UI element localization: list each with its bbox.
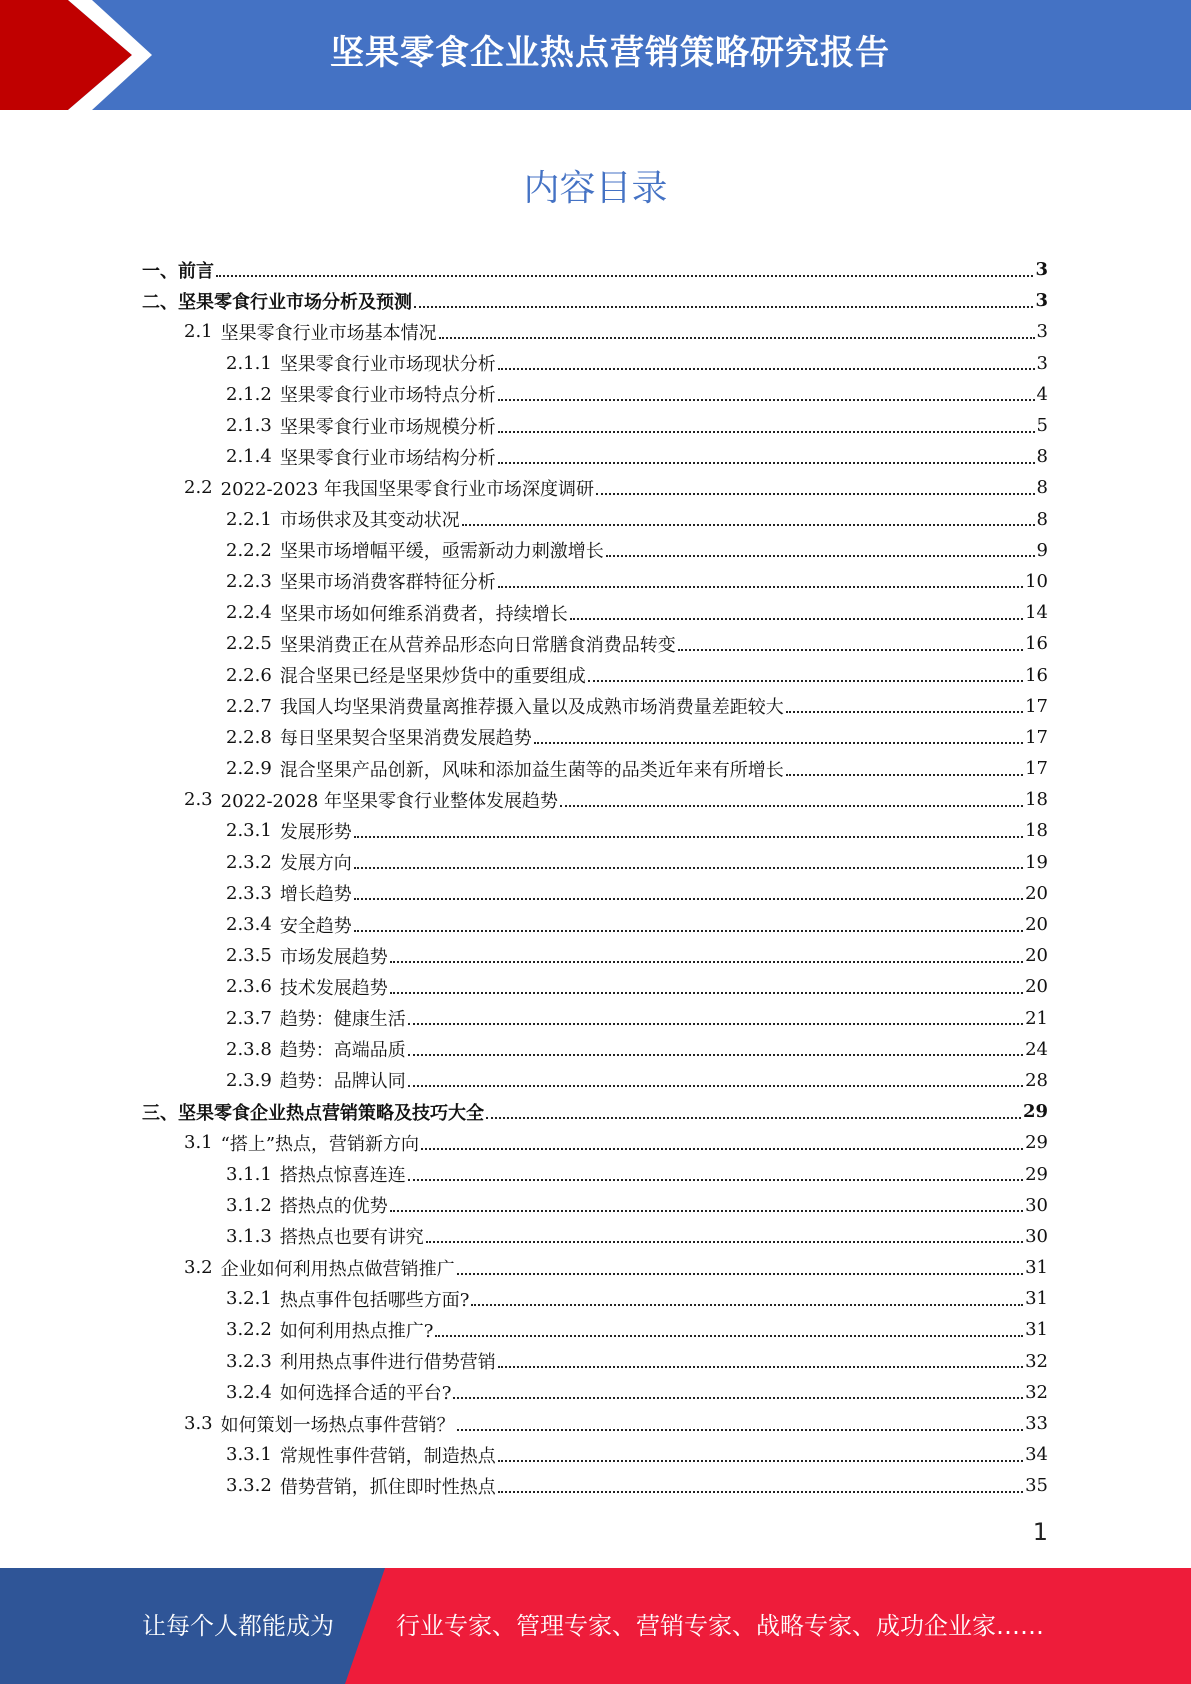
- toc-entry-title: 坚果消费正在从营养品形态向日常膳食消费品转变: [279, 634, 676, 656]
- toc-entry-number: 2.2.7: [226, 695, 272, 717]
- toc-dot-leader: [421, 1148, 1023, 1150]
- toc-entry-page: 16: [1025, 664, 1048, 686]
- toc-entry-number: 2.3.9: [226, 1069, 272, 1091]
- toc-entry-page: 34: [1025, 1444, 1048, 1466]
- toc-entry[interactable]: [142, 1252, 1048, 1283]
- toc-entry[interactable]: [142, 1221, 1048, 1252]
- toc-entry-number: 2.3.6: [226, 976, 272, 998]
- toc-entry[interactable]: [142, 1065, 1048, 1096]
- toc-entry-title: 市场供求及其变动状况: [279, 510, 460, 532]
- toc-dot-leader: [354, 867, 1023, 869]
- toc-entry-page: 5: [1036, 415, 1048, 437]
- toc-entry-number: 3.1.3: [226, 1225, 272, 1247]
- toc-entry[interactable]: [142, 1034, 1048, 1065]
- toc-dot-leader: [596, 493, 1034, 495]
- table-of-contents: [142, 254, 1048, 1502]
- toc-entry-number: 3.2.2: [226, 1319, 272, 1341]
- toc-dot-leader: [457, 1429, 1023, 1431]
- toc-entry[interactable]: [142, 1158, 1048, 1189]
- toc-entry[interactable]: [142, 784, 1048, 815]
- page-number: 1: [1032, 1518, 1048, 1546]
- toc-entry-number: 2.3.2: [226, 851, 272, 873]
- toc-entry-number: 3.1.2: [226, 1194, 272, 1216]
- toc-entry-title: 坚果零食行业市场现状分析: [279, 354, 496, 376]
- toc-entry-title: 热点事件包括哪些方面?: [279, 1289, 470, 1311]
- toc-entry-page: 3: [1036, 321, 1048, 343]
- toc-entry-page: 3: [1035, 259, 1048, 281]
- toc-entry-page: 8: [1036, 508, 1048, 530]
- toc-entry-number: 2.1: [184, 321, 213, 343]
- toc-entry-page: 8: [1036, 477, 1048, 499]
- toc-dot-leader: [570, 618, 1023, 620]
- toc-dot-leader: [414, 306, 1033, 308]
- toc-entry-title: 坚果零食行业市场特点分析: [279, 385, 496, 407]
- toc-entry[interactable]: [142, 1003, 1048, 1034]
- toc-entry-page: 24: [1025, 1038, 1048, 1060]
- toc-dot-leader: [498, 1491, 1023, 1493]
- toc-dot-leader: [486, 1117, 1021, 1119]
- toc-entry-number: 2.1.1: [226, 352, 272, 374]
- toc-entry[interactable]: [142, 1314, 1048, 1345]
- toc-entry[interactable]: [142, 1377, 1048, 1408]
- toc-entry-number: 2.3.5: [226, 945, 272, 967]
- toc-entry-number: 2.2.3: [226, 570, 272, 592]
- toc-dot-leader: [498, 368, 1035, 370]
- footer-slogan-right: 行业专家、管理专家、营销专家、战略专家、成功企业家……: [396, 1612, 1044, 1640]
- toc-entry[interactable]: [142, 971, 1048, 1002]
- toc-entry-title: 趋势：健康生活: [279, 1009, 406, 1031]
- toc-dot-leader: [390, 1210, 1023, 1212]
- report-title: 坚果零食企业热点营销策略研究报告: [330, 33, 890, 73]
- toc-entry-page: 29: [1022, 1101, 1048, 1123]
- toc-entry-number: 2.3.1: [226, 820, 272, 842]
- toc-entry[interactable]: [142, 753, 1048, 784]
- toc-entry-title: 增长趋势: [279, 884, 352, 906]
- toc-entry-number: 2.1.2: [226, 383, 272, 405]
- toc-dot-leader: [439, 337, 1035, 339]
- toc-entry[interactable]: [142, 659, 1048, 690]
- toc-entry-number: 3.3.2: [226, 1475, 272, 1497]
- toc-dot-leader: [408, 1179, 1023, 1181]
- toc-entry-number: 2.1.3: [226, 415, 272, 437]
- toc-entry-title: 坚果零食行业市场结构分析: [279, 447, 496, 469]
- toc-entry-page: 3: [1035, 290, 1048, 312]
- toc-entry-page: 31: [1025, 1319, 1048, 1341]
- toc-entry-page: 20: [1025, 945, 1048, 967]
- toc-entry[interactable]: [142, 1096, 1048, 1127]
- toc-entry-title: 市场发展趋势: [279, 946, 388, 968]
- toc-entry[interactable]: [142, 410, 1048, 441]
- toc-entry-page: 18: [1025, 820, 1048, 842]
- toc-entry-number: 3.2: [184, 1257, 213, 1279]
- toc-entry-page: 18: [1025, 789, 1048, 811]
- toc-dot-leader: [408, 1085, 1023, 1087]
- toc-entry-page: 8: [1036, 446, 1048, 468]
- toc-entry-number: 2.3.4: [226, 914, 272, 936]
- toc-entry[interactable]: [142, 722, 1048, 753]
- toc-dot-leader: [498, 1366, 1023, 1368]
- toc-dot-leader: [408, 1054, 1023, 1056]
- toc-entry-title: 2022-2023 年我国坚果零食行业市场深度调研: [220, 478, 595, 500]
- toc-entry-title: 趋势：高端品质: [279, 1040, 406, 1062]
- toc-entry-title: 前言: [178, 260, 214, 282]
- toc-entry-title: 坚果零食行业市场规模分析: [279, 416, 496, 438]
- toc-entry[interactable]: [142, 348, 1048, 379]
- toc-dot-leader: [498, 586, 1023, 588]
- toc-entry[interactable]: [142, 1439, 1048, 1470]
- toc-entry-title: 如何策划一场热点事件营销？: [220, 1414, 455, 1436]
- toc-entry[interactable]: [142, 1283, 1048, 1314]
- toc-entry[interactable]: [142, 597, 1048, 628]
- toc-entry-page: 29: [1025, 1132, 1048, 1154]
- toc-entry-title: 坚果市场如何维系消费者，持续增长: [279, 603, 568, 625]
- toc-entry-title: 搭热点也要有讲究: [279, 1227, 424, 1249]
- toc-entry[interactable]: [142, 535, 1048, 566]
- toc-entry-number: 2.2.6: [226, 664, 272, 686]
- toc-entry-title: 搭热点惊喜连连: [279, 1165, 406, 1187]
- toc-entry-title: 企业如何利用热点做营销推广: [220, 1258, 455, 1280]
- toc-entry-title: 坚果市场消费客群特征分析: [279, 572, 496, 594]
- toc-dot-leader: [390, 961, 1023, 963]
- toc-entry-page: 35: [1025, 1475, 1048, 1497]
- toc-entry[interactable]: [142, 379, 1048, 410]
- toc-entry[interactable]: [142, 909, 1048, 940]
- toc-dot-leader: [678, 649, 1023, 651]
- toc-entry[interactable]: [142, 566, 1048, 597]
- toc-entry-page: 32: [1025, 1350, 1048, 1372]
- toc-entry-title: 借势营销，抓住即时性热点: [279, 1476, 496, 1498]
- toc-entry-number: 2.2: [184, 477, 213, 499]
- toc-entry-page: 4: [1036, 383, 1048, 405]
- toc-entry[interactable]: [142, 1346, 1048, 1377]
- toc-entry-number: 3.2.3: [226, 1350, 272, 1372]
- toc-entry-number: 3.2.1: [226, 1288, 272, 1310]
- toc-dot-leader: [354, 930, 1023, 932]
- page-header: [0, 0, 1191, 110]
- toc-entry-number: 2.2.2: [226, 539, 272, 561]
- toc-entry-page: 20: [1025, 914, 1048, 936]
- toc-dot-leader: [498, 1460, 1023, 1462]
- toc-entry[interactable]: [142, 504, 1048, 535]
- toc-entry-page: 3: [1036, 352, 1048, 374]
- toc-entry[interactable]: [142, 940, 1048, 971]
- toc-entry-number: 2.2.9: [226, 758, 272, 780]
- toc-entry-title: 坚果零食企业热点营销策略及技巧大全: [178, 1102, 484, 1124]
- toc-dot-leader: [498, 431, 1035, 433]
- toc-dot-leader: [390, 992, 1023, 994]
- toc-dot-leader: [471, 1304, 1023, 1306]
- toc-entry-number: 3.3.1: [226, 1444, 272, 1466]
- toc-entry[interactable]: [142, 847, 1048, 878]
- toc-entry-title: “搭上”热点，营销新方向: [220, 1133, 420, 1155]
- toc-entry-number: 3.3: [184, 1413, 213, 1435]
- toc-entry-number: 2.2.8: [226, 726, 272, 748]
- toc-entry-title: 混合坚果产品创新，风味和添加益生菌等的品类近年来有所增长: [279, 759, 784, 781]
- toc-entry[interactable]: [142, 1408, 1048, 1439]
- toc-dot-leader: [408, 1023, 1023, 1025]
- toc-entry-page: 19: [1025, 851, 1048, 873]
- toc-entry-title: 坚果零食行业市场分析及预测: [178, 291, 412, 313]
- toc-entry-title: 坚果零食行业市场基本情况: [220, 322, 437, 344]
- toc-entry[interactable]: [142, 878, 1048, 909]
- toc-entry-title: 坚果市场增幅平缓，亟需新动力刺激增长: [279, 541, 604, 563]
- toc-entry-number: 二、: [142, 291, 178, 313]
- toc-entry-title: 发展方向: [279, 853, 352, 875]
- toc-dot-leader: [534, 742, 1023, 744]
- toc-heading: 内容目录: [523, 168, 668, 209]
- toc-entry-title: 利用热点事件进行借势营销: [279, 1352, 496, 1374]
- toc-entry-page: 10: [1025, 570, 1048, 592]
- toc-entry-page: 31: [1025, 1288, 1048, 1310]
- page-footer: [0, 1568, 1191, 1684]
- toc-entry-page: 17: [1025, 695, 1048, 717]
- toc-entry-number: 3.1: [184, 1132, 213, 1154]
- toc-entry-title: 安全趋势: [279, 915, 352, 937]
- toc-entry-page: 14: [1025, 602, 1048, 624]
- toc-entry-page: 30: [1025, 1225, 1048, 1247]
- toc-dot-leader: [216, 275, 1033, 277]
- toc-entry-page: 20: [1025, 976, 1048, 998]
- toc-entry-title: 发展形势: [279, 821, 352, 843]
- toc-entry-title: 搭热点的优势: [279, 1196, 388, 1218]
- toc-dot-leader: [435, 1335, 1023, 1337]
- toc-entry-number: 3.1.1: [226, 1163, 272, 1185]
- toc-entry-page: 9: [1036, 539, 1048, 561]
- toc-dot-leader: [786, 711, 1023, 713]
- toc-entry-number: 2.3.7: [226, 1007, 272, 1029]
- toc-entry[interactable]: [142, 815, 1048, 846]
- toc-entry[interactable]: [142, 1190, 1048, 1221]
- toc-entry-number: 2.2.4: [226, 602, 272, 624]
- toc-entry-number: 三、: [142, 1102, 178, 1124]
- toc-entry-number: 3.2.4: [226, 1381, 272, 1403]
- toc-entry-page: 30: [1025, 1194, 1048, 1216]
- toc-entry-title: 趋势：品牌认同: [279, 1071, 406, 1093]
- toc-dot-leader: [426, 1241, 1023, 1243]
- toc-dot-leader: [560, 805, 1023, 807]
- toc-entry[interactable]: [142, 254, 1048, 285]
- toc-entry-number: 一、: [142, 260, 178, 282]
- toc-dot-leader: [453, 1397, 1023, 1399]
- toc-entry-page: 17: [1025, 758, 1048, 780]
- toc-entry[interactable]: [142, 691, 1048, 722]
- toc-entry-title: 常规性事件营销，制造热点: [279, 1445, 496, 1467]
- toc-entry[interactable]: [142, 628, 1048, 659]
- toc-entry-page: 33: [1025, 1413, 1048, 1435]
- toc-entry[interactable]: [142, 441, 1048, 472]
- toc-entry[interactable]: [142, 316, 1048, 347]
- toc-entry-page: 20: [1025, 882, 1048, 904]
- toc-entry-number: 2.3.3: [226, 882, 272, 904]
- toc-entry-title: 每日坚果契合坚果消费发展趋势: [279, 728, 532, 750]
- toc-dot-leader: [457, 1273, 1023, 1275]
- toc-entry-title: 混合坚果已经是坚果炒货中的重要组成: [279, 666, 586, 688]
- toc-entry-number: 2.2.5: [226, 633, 272, 655]
- toc-entry-number: 2.2.1: [226, 508, 272, 530]
- toc-entry-title: 2022-2028 年坚果零食行业整体发展趋势: [220, 790, 559, 812]
- toc-entry-title: 如何选择合适的平台?: [279, 1383, 452, 1405]
- toc-entry[interactable]: [142, 285, 1048, 316]
- toc-entry-page: 31: [1025, 1257, 1048, 1279]
- toc-dot-leader: [354, 836, 1023, 838]
- toc-entry-number: 2.1.4: [226, 446, 272, 468]
- toc-dot-leader: [588, 680, 1023, 682]
- toc-entry-page: 29: [1025, 1163, 1048, 1185]
- toc-entry-page: 32: [1025, 1381, 1048, 1403]
- toc-dot-leader: [354, 898, 1023, 900]
- toc-entry[interactable]: [142, 472, 1048, 503]
- toc-dot-leader: [786, 774, 1023, 776]
- toc-entry[interactable]: [142, 1127, 1048, 1158]
- toc-entry[interactable]: [142, 1470, 1048, 1501]
- toc-dot-leader: [498, 462, 1035, 464]
- toc-dot-leader: [498, 399, 1035, 401]
- toc-entry-number: 2.3.8: [226, 1038, 272, 1060]
- toc-entry-page: 17: [1025, 726, 1048, 748]
- toc-entry-page: 28: [1025, 1069, 1048, 1091]
- toc-dot-leader: [462, 524, 1035, 526]
- toc-entry-page: 21: [1025, 1007, 1048, 1029]
- toc-entry-title: 技术发展趋势: [279, 977, 388, 999]
- toc-dot-leader: [606, 555, 1035, 557]
- toc-entry-number: 2.3: [184, 789, 213, 811]
- footer-slogan-left: 让每个人都能成为: [142, 1612, 334, 1640]
- toc-entry-title: 我国人均坚果消费量离推荐摄入量以及成熟市场消费量差距较大: [279, 697, 784, 719]
- toc-entry-page: 16: [1025, 633, 1048, 655]
- toc-entry-title: 如何利用热点推广?: [279, 1320, 434, 1342]
